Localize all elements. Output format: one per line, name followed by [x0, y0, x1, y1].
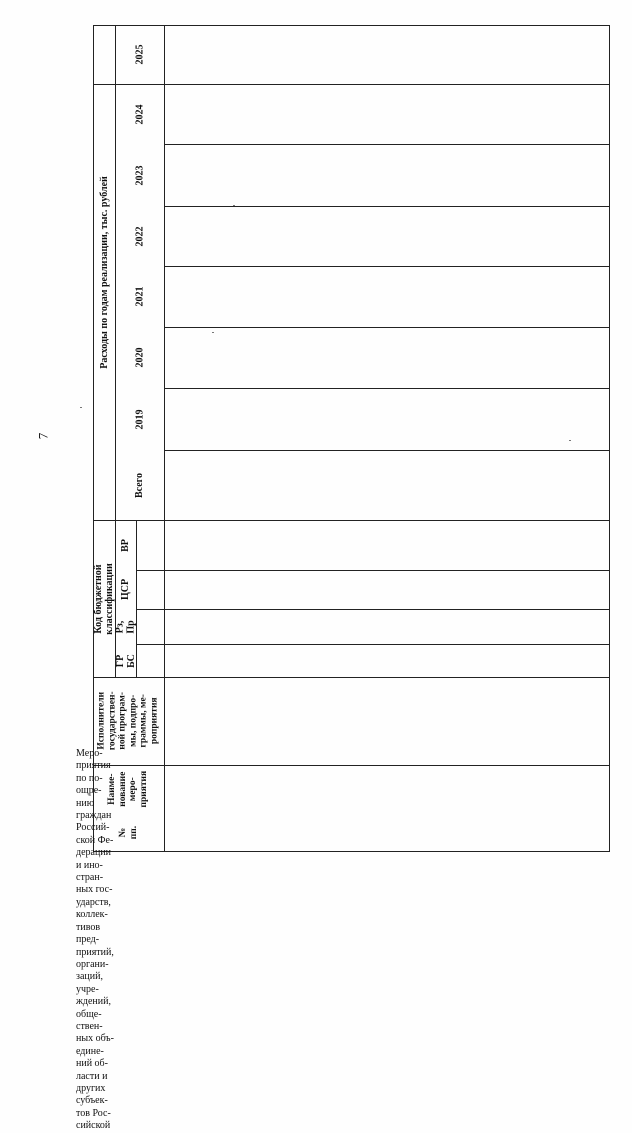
row-1-name	[76, 748, 146, 1133]
year-divider-2024	[164, 144, 610, 145]
row-1-name-line: и ино-	[76, 859, 103, 871]
expense-group-header: Расходы по годам реализации, тыс. рублей	[98, 176, 110, 369]
table-right-border	[609, 25, 610, 852]
row-1-name-line: пред-	[76, 934, 100, 946]
row-1-name-line: других	[76, 1082, 106, 1094]
col-header-2025: 2025	[134, 44, 145, 65]
row-1-name-line: тивов	[76, 921, 101, 933]
year-divider-2021	[164, 327, 610, 328]
expense-group-header-cell	[93, 25, 115, 520]
row-1-name-line: ласти и	[76, 1070, 108, 1082]
col-header-grbs: ГР БС	[114, 653, 137, 668]
row-1-name-line: учре-	[76, 983, 99, 995]
row-1-name-line: по по-	[76, 772, 103, 784]
col-header-name: Наиме- нование меро- приятия	[107, 771, 150, 808]
col-header-rzpr: Рз, Пр	[114, 619, 137, 634]
table-bottom-border	[93, 851, 610, 852]
budget-table	[93, 25, 610, 852]
row-1-name-line: ударств,	[76, 896, 111, 908]
page-number: 7	[35, 432, 51, 440]
col-header-vr: ВР	[120, 538, 131, 552]
row-1-name-line: стран-	[76, 872, 104, 884]
row-1-name-line: ской Фе-	[76, 834, 114, 846]
col-header-2024: 2024	[134, 104, 145, 124]
row-1-name-line: нию	[76, 797, 95, 809]
row-1-name-line: сийской	[76, 1120, 111, 1132]
budget-divider-vr	[136, 570, 610, 571]
header-bottom-divider	[164, 25, 165, 852]
col-header-num: № пп.	[117, 825, 139, 840]
col-header-2021: 2021	[134, 286, 145, 307]
row-1-name-line: приятия	[76, 760, 111, 772]
year-divider-2023	[164, 206, 610, 207]
row-1-name-line: тов Рос-	[76, 1107, 111, 1119]
row-1-name-line: коллек-	[76, 909, 108, 921]
year-divider-2019	[164, 450, 610, 451]
row-1-name-line: ждений,	[76, 996, 111, 1008]
col-header-2020: 2020	[134, 347, 145, 368]
row-1-name-line: обще-	[76, 1008, 102, 1020]
col-header-csr: ЦСР	[120, 578, 132, 601]
col-header-executor: Исполнители государствен- ной програм- мы, подпро- граммы, ме- роприятия	[96, 691, 160, 751]
year-divider-2025	[164, 84, 610, 85]
row-1-name-line: субъек-	[76, 1095, 108, 1107]
year-divider-2020	[164, 388, 610, 389]
col-header-total: Всего	[134, 472, 145, 498]
row-1-name-line: ных гос-	[76, 884, 113, 896]
budget-block-bottom	[93, 677, 610, 678]
col-header-2019: 2019	[134, 409, 145, 429]
row-1-name-line: ных объ-	[76, 1033, 114, 1045]
table-top-border	[93, 25, 610, 26]
col-header-2022: 2022	[134, 226, 145, 246]
col-header-2023: 2023	[134, 165, 145, 185]
budget-group-header: Код бюджетной классификации	[93, 562, 115, 635]
row-1-name-line: едине-	[76, 1045, 104, 1057]
row-1-name-line: приятий,	[76, 946, 114, 958]
row-1-name-line: ствен-	[76, 1020, 103, 1032]
expense-block-bottom	[93, 520, 610, 521]
row-1-name-line: Россий-	[76, 822, 110, 834]
row-1-name-line: граждан	[76, 810, 112, 822]
budget-divider-csr	[136, 609, 610, 610]
budget-group-header-cell	[93, 520, 115, 677]
row-1-name-line: дерации	[76, 847, 112, 859]
executor-block-bottom	[93, 765, 610, 766]
row-1-name-line: заций,	[76, 971, 103, 983]
row-1-name-line: Меро-	[76, 748, 103, 759]
row-1-name-line: ний об-	[76, 1058, 108, 1070]
year-divider-2022	[164, 266, 610, 267]
row-1-name-line: органи-	[76, 958, 109, 970]
row-1-name-line: ощре-	[76, 785, 102, 797]
budget-divider-rzpr	[136, 644, 610, 645]
